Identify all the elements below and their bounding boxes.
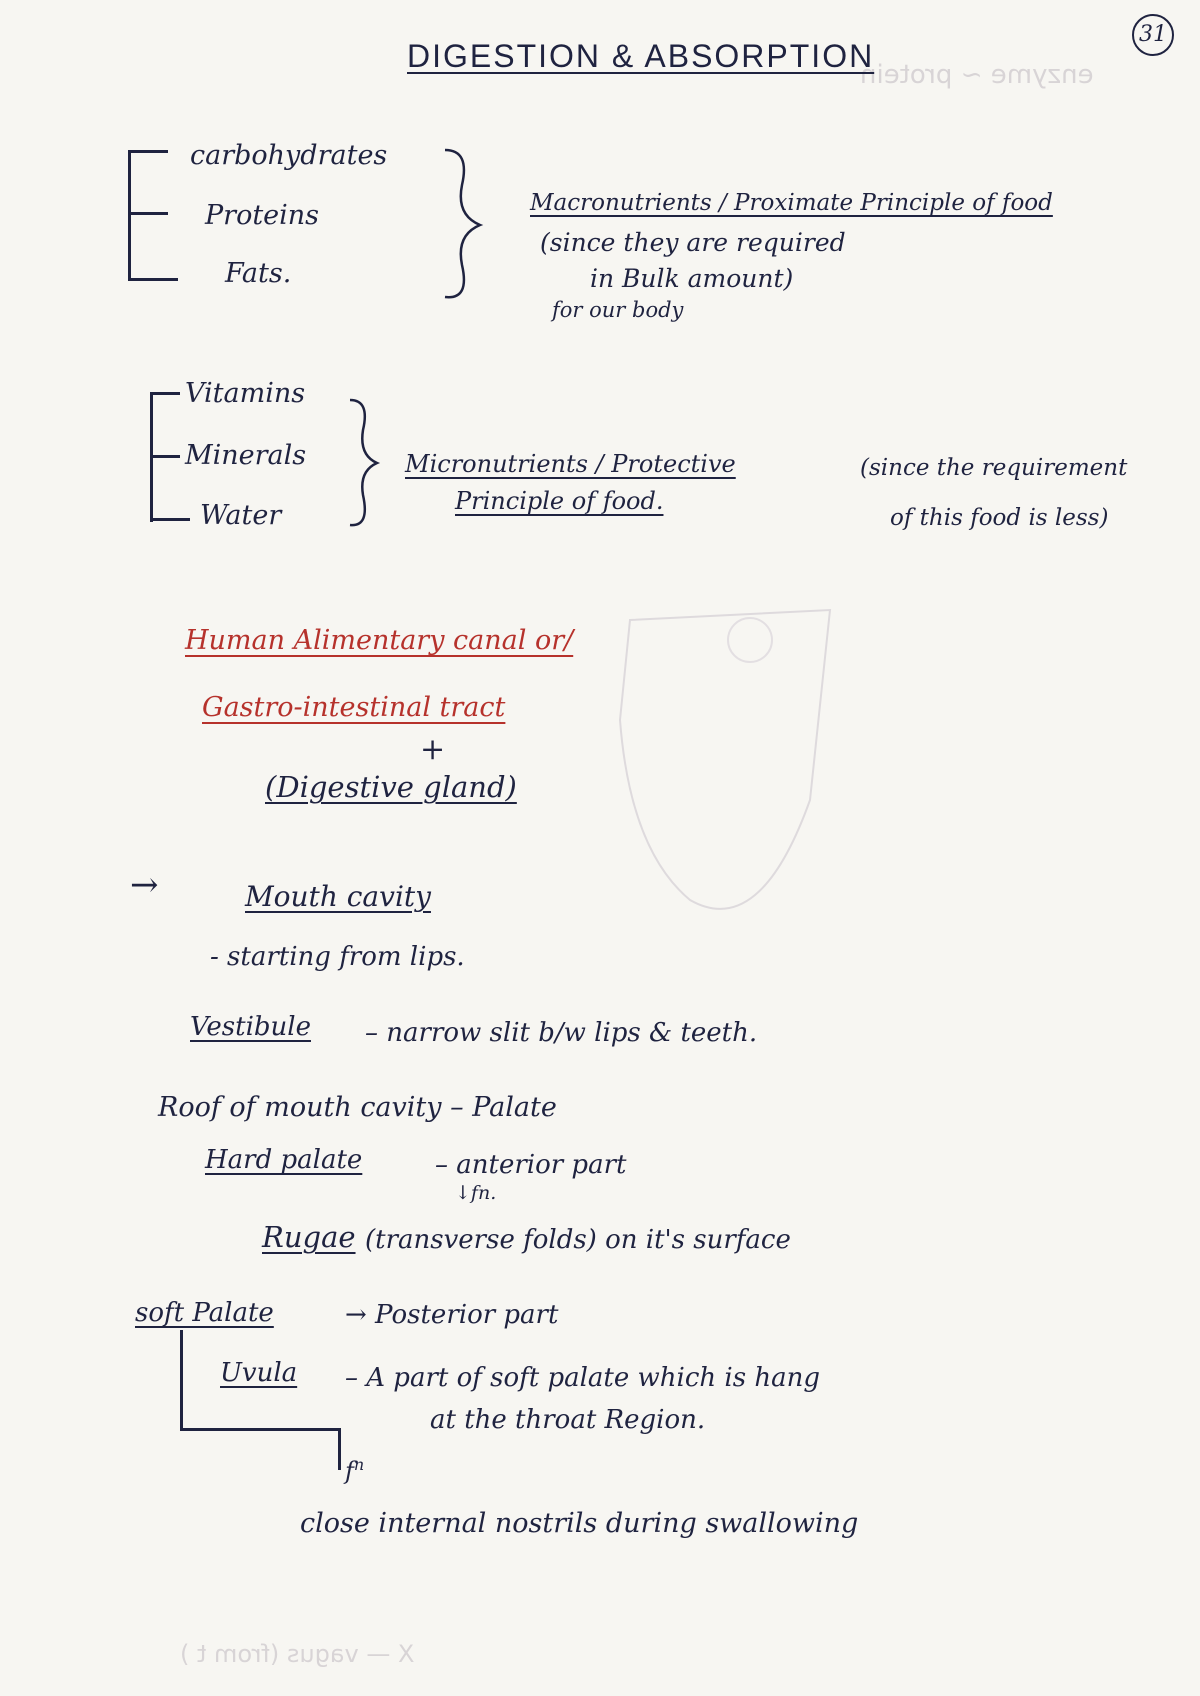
function-superscript: n: [353, 1455, 365, 1474]
macro-note: for our body: [552, 298, 684, 322]
mouth-starting: - starting from lips.: [210, 942, 465, 972]
uvula-term: Uvula: [220, 1358, 298, 1388]
function-label: [345, 1455, 364, 1485]
close-nostrils-line: close internal nostrils during swallowing: [300, 1508, 859, 1539]
micro-item: Vitamins: [185, 378, 306, 409]
branch-line: [338, 1428, 341, 1470]
uvula-def: at the throat Region.: [430, 1405, 706, 1435]
macro-note: in Bulk amount): [590, 264, 794, 293]
hard-palate-def: – anterior part: [435, 1150, 627, 1180]
bracket-tick: [150, 455, 180, 458]
hard-palate-term: Hard palate: [205, 1145, 363, 1175]
micro-label: Principle of food.: [455, 487, 664, 515]
rugae-def: (transverse folds) on it's surface: [365, 1225, 791, 1255]
macro-item: carbohydrates: [190, 140, 388, 171]
function-letter: f: [345, 1457, 354, 1485]
digestive-gland: (Digestive gland): [265, 770, 517, 804]
arrow-icon: →: [130, 865, 159, 905]
page-number: 31: [1132, 14, 1174, 56]
bleed-through-sketch: [600, 600, 860, 960]
curly-brace: [345, 395, 385, 535]
soft-palate-def: → Posterior part: [345, 1300, 559, 1330]
mouth-heading: Mouth cavity: [245, 880, 431, 913]
micro-label: Micronutrients / Protective: [405, 450, 736, 478]
bracket-tick: [128, 278, 178, 281]
micro-note: (since the requirement: [860, 455, 1128, 481]
micro-note: of this food is less): [890, 505, 1109, 531]
micro-item: Water: [200, 500, 282, 531]
vestibule-term: Vestibule: [190, 1012, 311, 1042]
macro-item: Proteins: [205, 200, 320, 231]
micro-item: Minerals: [185, 440, 307, 471]
bleed-through-text: X — vagus (from t ): [180, 1640, 415, 1668]
plus-sign: +: [420, 732, 446, 767]
soft-palate-term: soft Palate: [135, 1298, 274, 1328]
uvula-def: – A part of soft palate which is hang: [345, 1363, 820, 1393]
bracket-tick: [150, 518, 190, 521]
bleed-through-text: enzyme ~ protein: [860, 60, 1094, 90]
canal-subheading: Gastro-intestinal tract: [202, 692, 506, 723]
hard-palate-fn: ↓fn.: [455, 1182, 497, 1204]
bracket-line: [128, 150, 131, 280]
vestibule-def: – narrow slit b/w lips & teeth.: [365, 1018, 758, 1048]
macro-item: Fats.: [225, 258, 292, 289]
branch-line: [180, 1428, 340, 1431]
bracket-tick: [128, 212, 168, 215]
canal-heading: Human Alimentary canal or/: [185, 625, 574, 656]
bracket-tick: [150, 392, 180, 395]
branch-line: [180, 1330, 183, 1430]
macro-label: Macronutrients / Proximate Principle of food: [530, 190, 1053, 216]
bracket-tick: [128, 150, 168, 153]
macro-note: (since they are required: [540, 228, 846, 257]
page-title: DIGESTION & ABSORPTION: [407, 38, 875, 74]
rugae-term: Rugae: [262, 1220, 356, 1254]
roof-line: Roof of mouth cavity – Palate: [158, 1092, 557, 1123]
curly-brace: [440, 145, 490, 305]
